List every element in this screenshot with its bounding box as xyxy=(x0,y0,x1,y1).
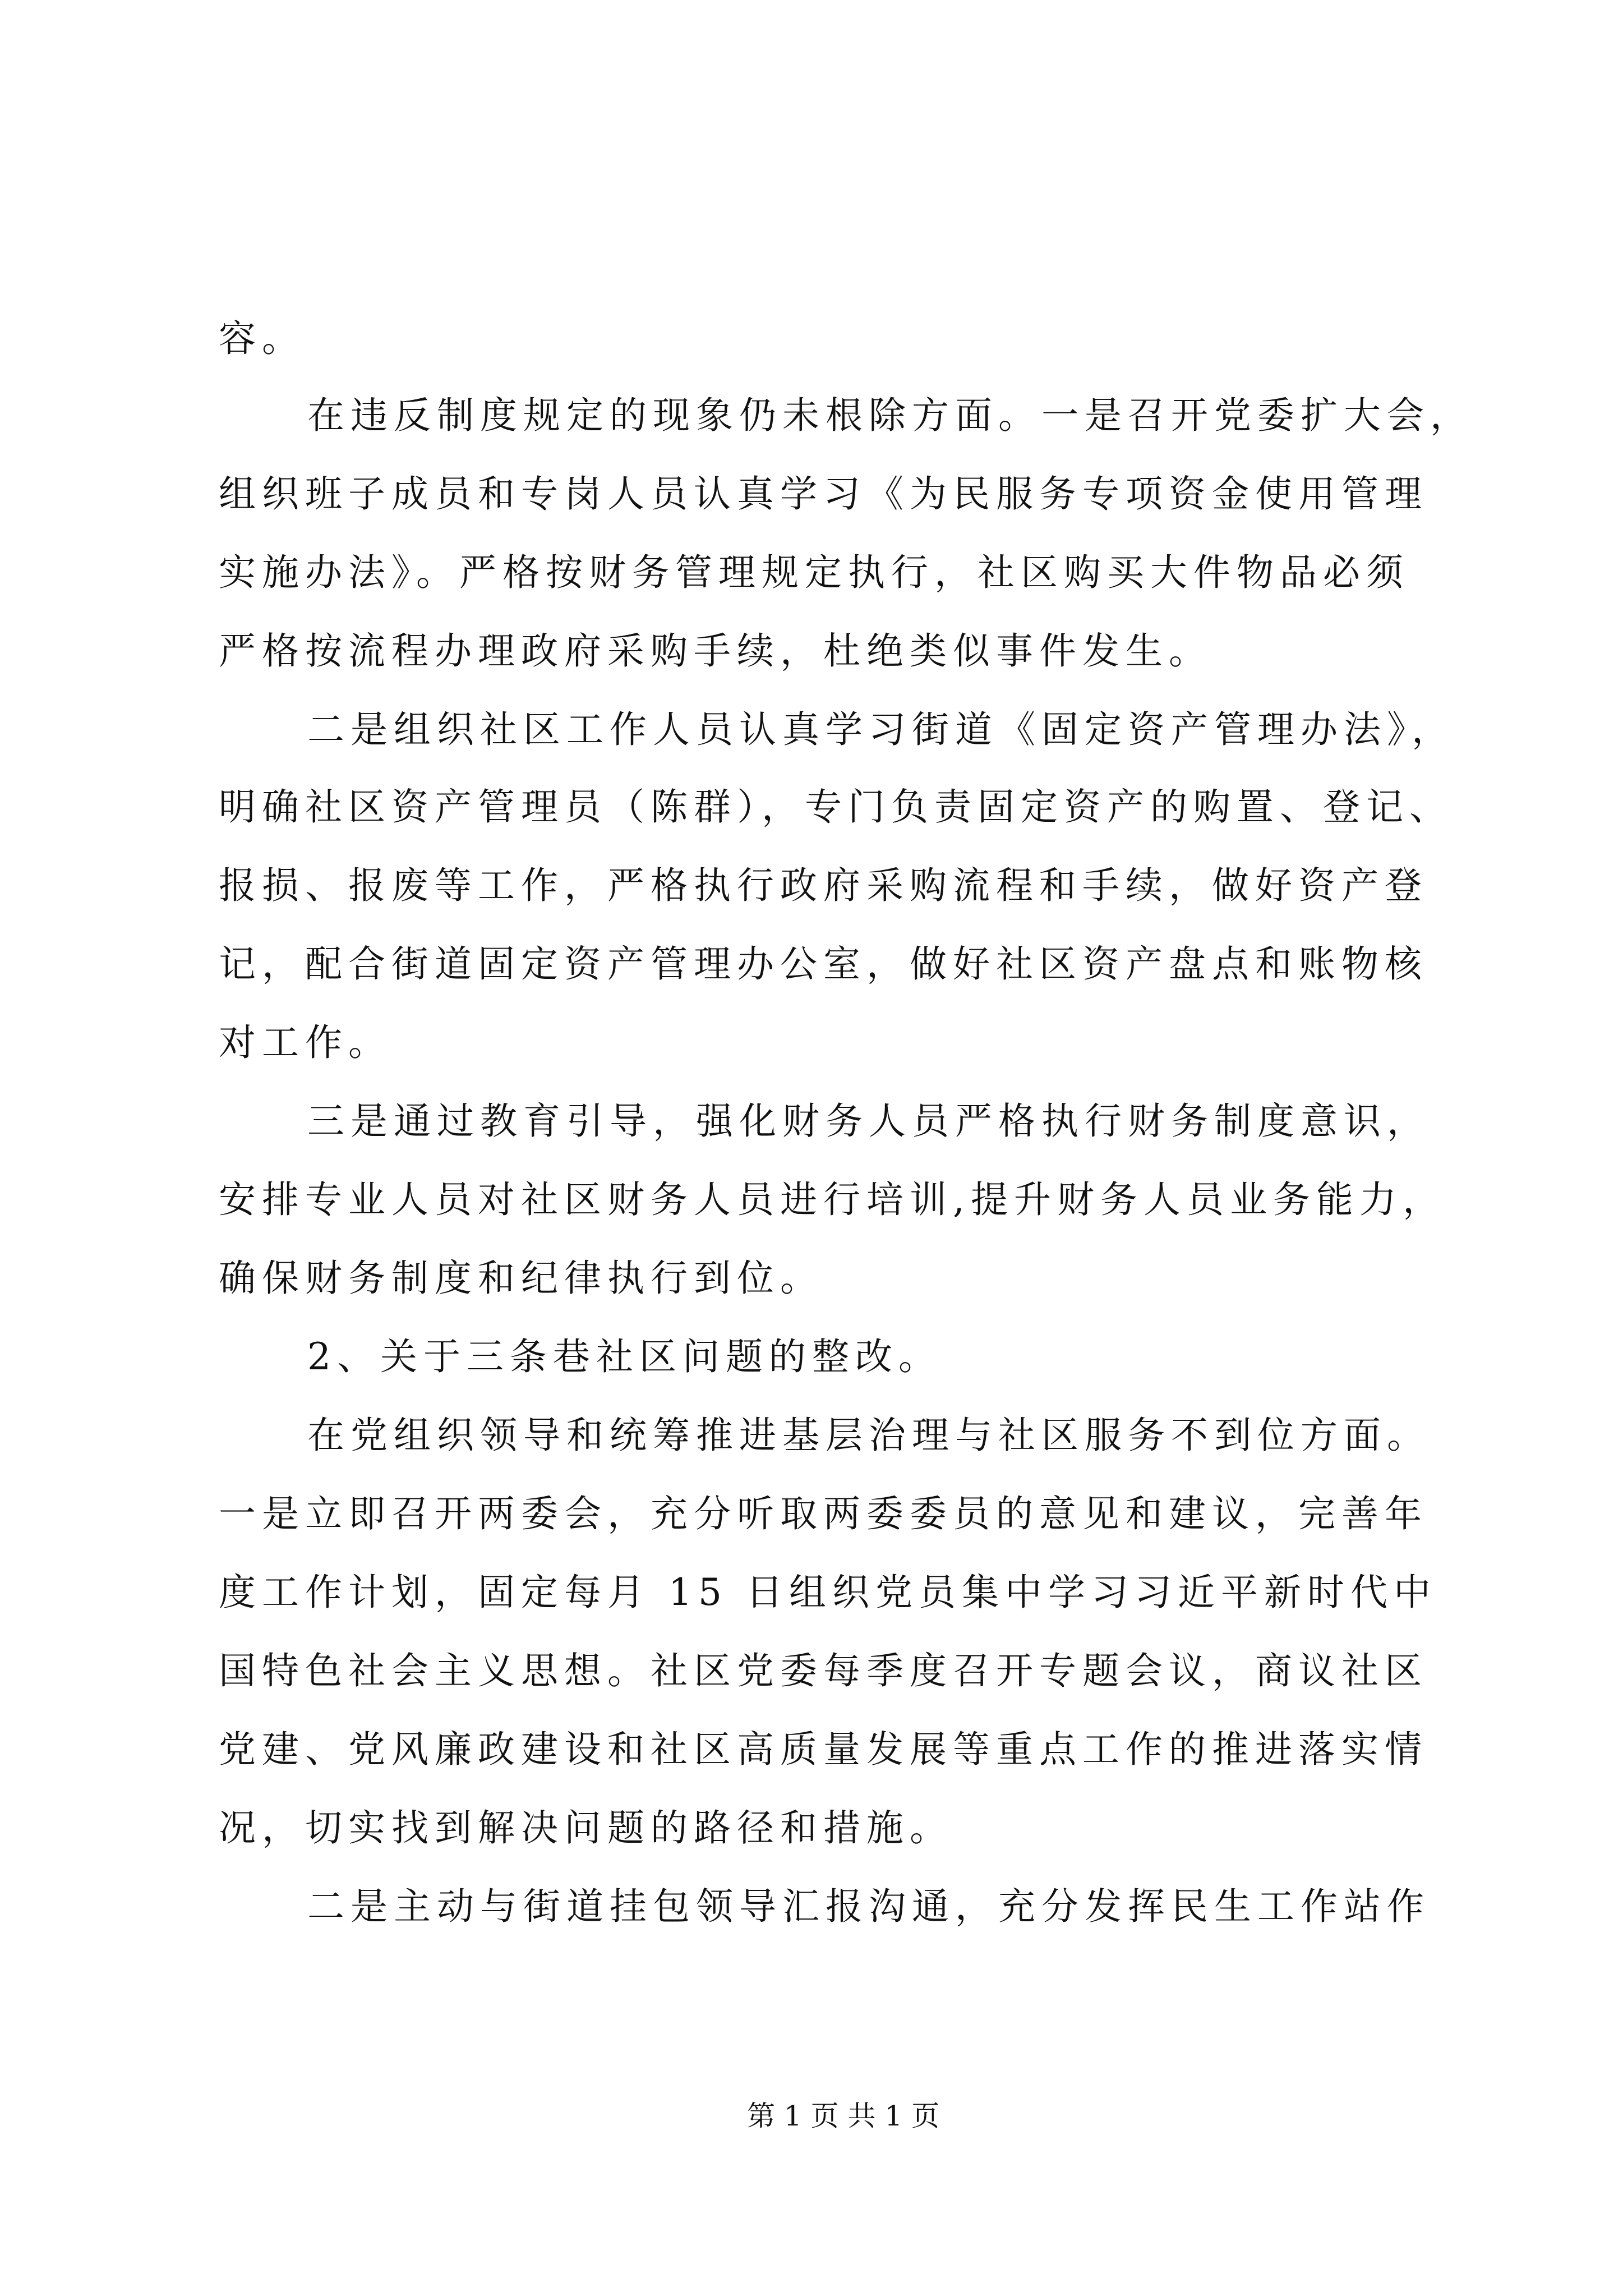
text-line: 报损、报废等工作，严格执行政府采购流程和手续，做好资产登 xyxy=(219,864,1428,907)
text-line: 国特色社会主义思想。社区党委每季度召开专题会议，商议社区 xyxy=(219,1649,1428,1692)
text-line: 安排专业人员对社区财务人员进行培训,提升财务人员业务能力， xyxy=(219,1178,1446,1221)
text-line: 容。 xyxy=(219,317,305,360)
text-line: 度工作计划，固定每月 15 日组织党员集中学习习近平新时代中 xyxy=(219,1571,1437,1614)
text-line: 明确社区资产管理员（陈群），专门负责固定资产的购置、登记、 xyxy=(219,785,1453,829)
text-line: 二是组织社区工作人员认真学习街道《固定资产管理办法》， xyxy=(307,708,1455,751)
text-line: 二是主动与街道挂包领导汇报沟通，充分发挥民生工作站作 xyxy=(307,1885,1430,1928)
text-line: 在违反制度规定的现象仍未根除方面。一是召开党委扩大会， xyxy=(307,394,1473,437)
text-line: 一是立即召开两委会，充分听取两委委员的意见和建议，完善年 xyxy=(219,1492,1428,1535)
text-line: 2、关于三条巷社区问题的整改。 xyxy=(307,1335,942,1378)
text-line: 确保财务制度和纪律执行到位。 xyxy=(219,1257,823,1300)
page-footer: 第 1 页 共 1 页 xyxy=(747,2100,940,2132)
text-line: 况，切实找到解决问题的路径和措施。 xyxy=(219,1806,953,1849)
text-line: 记，配合街道固定资产管理办公室，做好社区资产盘点和账物核 xyxy=(219,942,1428,986)
text-line: 组织班子成员和专岗人员认真学习《为民服务专项资金使用管理 xyxy=(219,472,1428,516)
text-line: 严格按流程办理政府采购手续，杜绝类似事件发生。 xyxy=(219,629,1212,673)
text-line: 实施办法》。严格按财务管理规定执行，社区购买大件物品必须 xyxy=(219,551,1409,594)
text-line: 三是通过教育引导，强化财务人员严格执行财务制度意识， xyxy=(307,1099,1430,1143)
text-line: 在党组织领导和统筹推进基层治理与社区服务不到位方面。 xyxy=(307,1414,1430,1457)
text-line: 对工作。 xyxy=(219,1021,391,1064)
text-line: 党建、党风廉政建设和社区高质量发展等重点工作的推进落实情 xyxy=(219,1728,1428,1771)
